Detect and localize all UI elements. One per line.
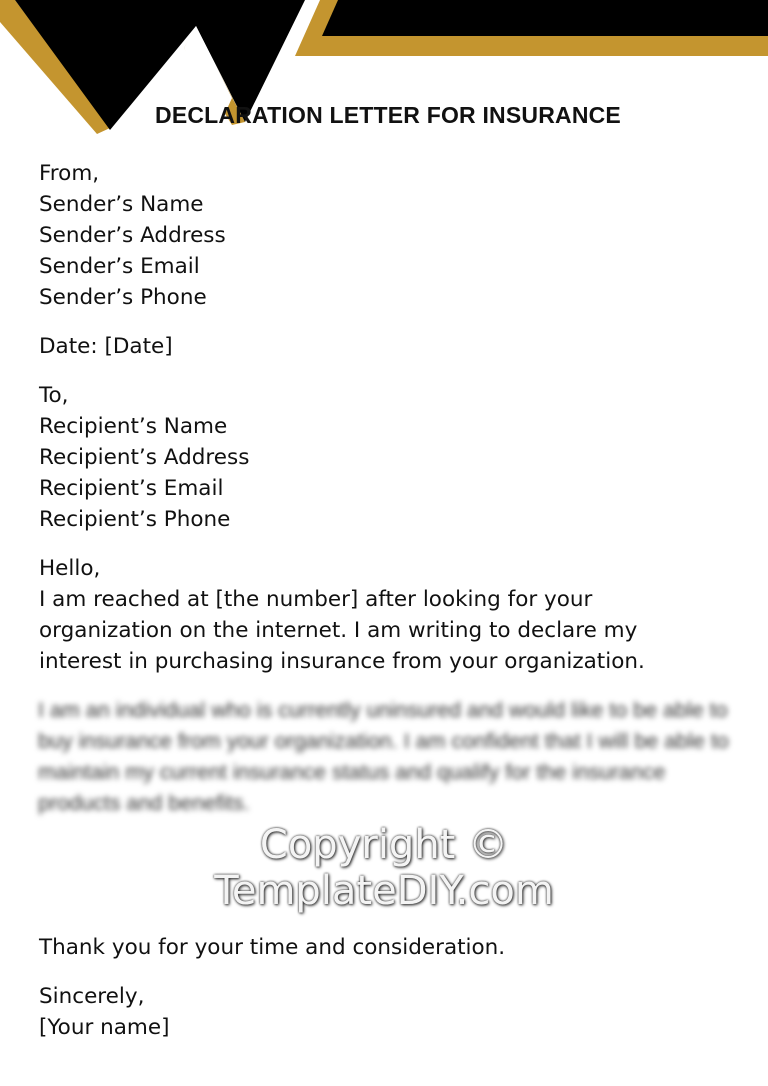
- blurred-paragraph: I am an individual who is currently uninsured and would like to be able to buy insurance from your organization. I am confident that I will be able to maintain my current insurance status and qualify for the insurance products and benefits.: [38, 698, 729, 815]
- body-line-3: interest in purchasing insurance from your organization.: [39, 649, 645, 674]
- watermark-copyright: Copyright ©: [259, 822, 509, 868]
- document-title: DECLARATION LETTER FOR INSURANCE: [155, 102, 621, 128]
- black-top-bar: [322, 0, 768, 36]
- sender-phone: Sender’s Phone: [39, 285, 207, 310]
- watermark-site: TemplateDIY.com: [214, 868, 554, 914]
- from-label: From,: [39, 161, 100, 186]
- recipient-phone: Recipient’s Phone: [39, 507, 231, 532]
- recipient-name: Recipient’s Name: [39, 414, 228, 439]
- body-line-2: organization on the internet. I am writing to declare my: [39, 618, 638, 643]
- greeting: Hello,: [39, 556, 101, 581]
- recipient-email: Recipient’s Email: [39, 476, 224, 501]
- sender-address: Sender’s Address: [39, 223, 226, 248]
- signature-name: [Your name]: [39, 1015, 170, 1040]
- sender-email: Sender’s Email: [39, 254, 200, 279]
- to-label: To,: [39, 383, 69, 408]
- sign-off: Sincerely,: [39, 984, 145, 1009]
- body-line-1: I am reached at [the number] after looking for your: [39, 587, 593, 612]
- date-line: Date: [Date]: [39, 334, 173, 359]
- sender-name: Sender’s Name: [39, 192, 204, 217]
- thank-you-line: Thank you for your time and consideration.: [39, 935, 506, 960]
- recipient-address: Recipient’s Address: [39, 445, 250, 470]
